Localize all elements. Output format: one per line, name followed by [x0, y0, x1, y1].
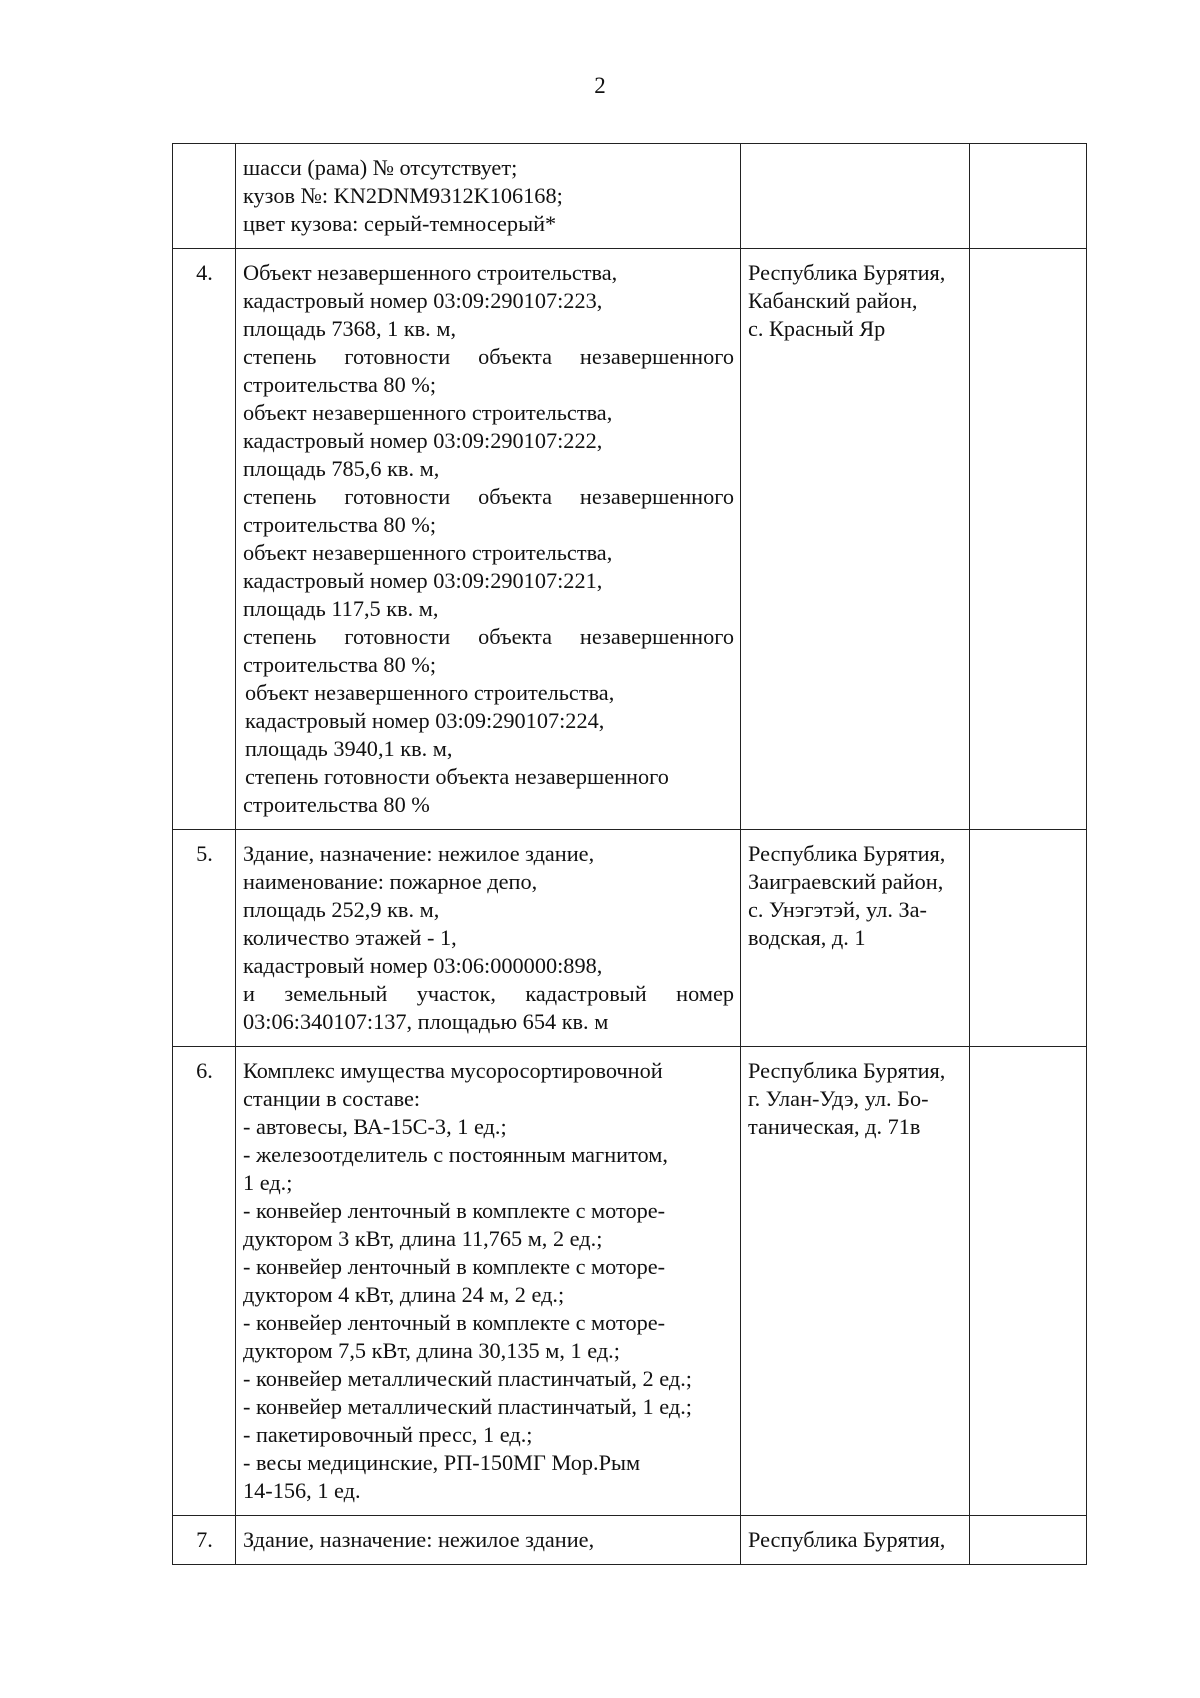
address-line: Заиграевский район,: [748, 869, 944, 894]
description-line: Здание, назначение: нежилое здание,: [243, 1527, 595, 1552]
description-line: - железоотделитель с постоянным магнитом,: [243, 1142, 668, 1167]
row-address: [741, 249, 970, 830]
row-extra: [970, 1047, 1087, 1516]
description-line: площадь 785,6 кв. м,: [243, 456, 440, 481]
row-address: [741, 1047, 970, 1516]
table-row: [173, 249, 1087, 830]
table-row: [173, 830, 1087, 1047]
description-line: наименование: пожарное депо,: [243, 869, 538, 894]
address-line: Республика Бурятия,: [748, 1058, 946, 1083]
description-line: - конвейер металлический пластинчатый, 1 ед.;: [243, 1394, 692, 1419]
description-line: Объект незавершенного строительства,: [243, 260, 618, 285]
description-line: объект незавершенного строительства,: [245, 680, 615, 705]
description-line: кадастровый номер 03:09:290107:221,: [243, 568, 603, 593]
description-line: цвет кузова: серый-темносерый*: [243, 211, 557, 236]
description-line: строительства 80 %;: [243, 512, 437, 537]
row-description: [236, 1047, 741, 1516]
description-line: кадастровый номер 03:09:290107:223,: [243, 288, 603, 313]
description-line: шасси (рама) № отсутствует;: [243, 155, 518, 180]
description-line: Комплекс имущества мусоросортировочной: [243, 1058, 663, 1083]
row-description: [236, 830, 741, 1047]
row-address: [741, 830, 970, 1047]
address-line: водская, д. 1: [748, 925, 866, 950]
address-line: г. Улан-Удэ, ул. Бо-: [748, 1086, 929, 1111]
description-line: объект незавершенного строительства,: [243, 400, 613, 425]
description-line: объект незавершенного строительства,: [243, 540, 613, 565]
description-line: 1 ед.;: [243, 1170, 293, 1195]
address-line: с. Красный Яр: [748, 316, 886, 341]
row-description: [236, 1516, 741, 1565]
table-row: [173, 144, 1087, 249]
description-line: площадь 7368, 1 кв. м,: [243, 316, 457, 341]
row-number: 7.: [173, 1516, 236, 1565]
address-line: Республика Бурятия,: [748, 1527, 946, 1552]
description-line: дуктором 4 кВт, длина 24 м, 2 ед.;: [243, 1282, 565, 1307]
description-line: - пакетировочный пресс, 1 ед.;: [243, 1422, 533, 1447]
description-line: кадастровый номер 03:09:290107:222,: [243, 428, 603, 453]
address-line: Республика Бурятия,: [748, 260, 946, 285]
description-line: степень готовности объекта незавершенного: [243, 624, 734, 649]
row-number: 5.: [173, 830, 236, 1047]
description-line: кадастровый номер 03:09:290107:224,: [245, 708, 605, 733]
description-line: кадастровый номер 03:06:000000:898,: [243, 953, 603, 978]
description-line: станции в составе:: [243, 1086, 421, 1111]
address-line: с. Унэгэтэй, ул. За-: [748, 897, 927, 922]
description-line: - весы медицинские, РП-150МГ Мор.Рым: [243, 1450, 641, 1475]
row-description: [236, 144, 741, 249]
description-line: 14-156, 1 ед.: [243, 1478, 361, 1503]
description-line: - конвейер ленточный в комплекте с моторе-: [243, 1198, 666, 1223]
row-description: [236, 249, 741, 830]
description-line: и земельный участок, кадастровый номер: [243, 981, 734, 1006]
row-extra: [970, 144, 1087, 249]
address-line: Кабанский район,: [748, 288, 918, 313]
description-line: степень готовности объекта незавершенного: [243, 344, 734, 369]
address-line: таническая, д. 71в: [748, 1114, 921, 1139]
property-table: [172, 143, 1087, 1565]
description-line: количество этажей - 1,: [243, 925, 457, 950]
row-extra: [970, 830, 1087, 1047]
description-line: - автовесы, ВА-15С-3, 1 ед.;: [243, 1114, 507, 1139]
description-line: Здание, назначение: нежилое здание,: [243, 841, 595, 866]
row-number: 6.: [173, 1047, 236, 1516]
description-line: степень готовности объекта незавершенного: [245, 764, 669, 789]
description-line: площадь 3940,1 кв. м,: [245, 736, 453, 761]
description-line: 03:06:340107:137, площадью 654 кв. м: [243, 1009, 609, 1034]
description-line: строительства 80 %;: [243, 372, 437, 397]
description-line: дуктором 7,5 кВт, длина 30,135 м, 1 ед.;: [243, 1338, 620, 1363]
description-line: степень готовности объекта незавершенного: [243, 484, 734, 509]
description-line: - конвейер ленточный в комплекте с моторе-: [243, 1310, 666, 1335]
table-row: [173, 1516, 1087, 1565]
description-line: - конвейер ленточный в комплекте с моторе-: [243, 1254, 666, 1279]
description-line: - конвейер металлический пластинчатый, 2 ед.;: [243, 1366, 692, 1391]
address-line: Республика Бурятия,: [748, 841, 946, 866]
description-line: площадь 252,9 кв. м,: [243, 897, 440, 922]
description-line: строительства 80 %: [243, 792, 430, 817]
row-number: 4.: [173, 249, 236, 830]
row-number: [173, 144, 236, 249]
row-extra: [970, 1516, 1087, 1565]
row-address: [741, 144, 970, 249]
table-row: [173, 1047, 1087, 1516]
description-line: дуктором 3 кВт, длина 11,765 м, 2 ед.;: [243, 1226, 603, 1251]
row-extra: [970, 249, 1087, 830]
description-line: кузов №: KN2DNM9312K106168;: [243, 183, 563, 208]
description-line: строительства 80 %;: [243, 652, 437, 677]
description-line: площадь 117,5 кв. м,: [243, 596, 439, 621]
row-address: [741, 1516, 970, 1565]
page-number: 2: [594, 73, 606, 98]
